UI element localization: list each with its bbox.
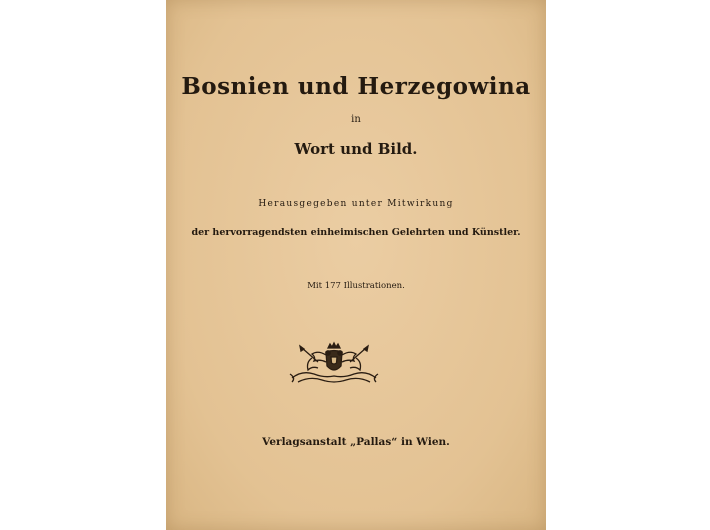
title-connector-in: in bbox=[351, 114, 361, 125]
book-subtitle: Wort und Bild. bbox=[294, 140, 418, 158]
publisher-line: Verlagsanstalt „Pallas“ in Wien. bbox=[262, 436, 450, 448]
contributors-line: der hervorragendsten einheimischen Gelehrten und Künstler. bbox=[191, 227, 521, 238]
edited-by-line: Herausgegeben unter Mitwirkung bbox=[258, 199, 454, 209]
illustrations-count: Mit 177 Illustrationen. bbox=[307, 281, 405, 291]
book-title: Bosnien und Herzegowina bbox=[181, 73, 531, 100]
coat-of-arms-icon bbox=[288, 340, 380, 386]
book-title-page bbox=[166, 0, 546, 530]
